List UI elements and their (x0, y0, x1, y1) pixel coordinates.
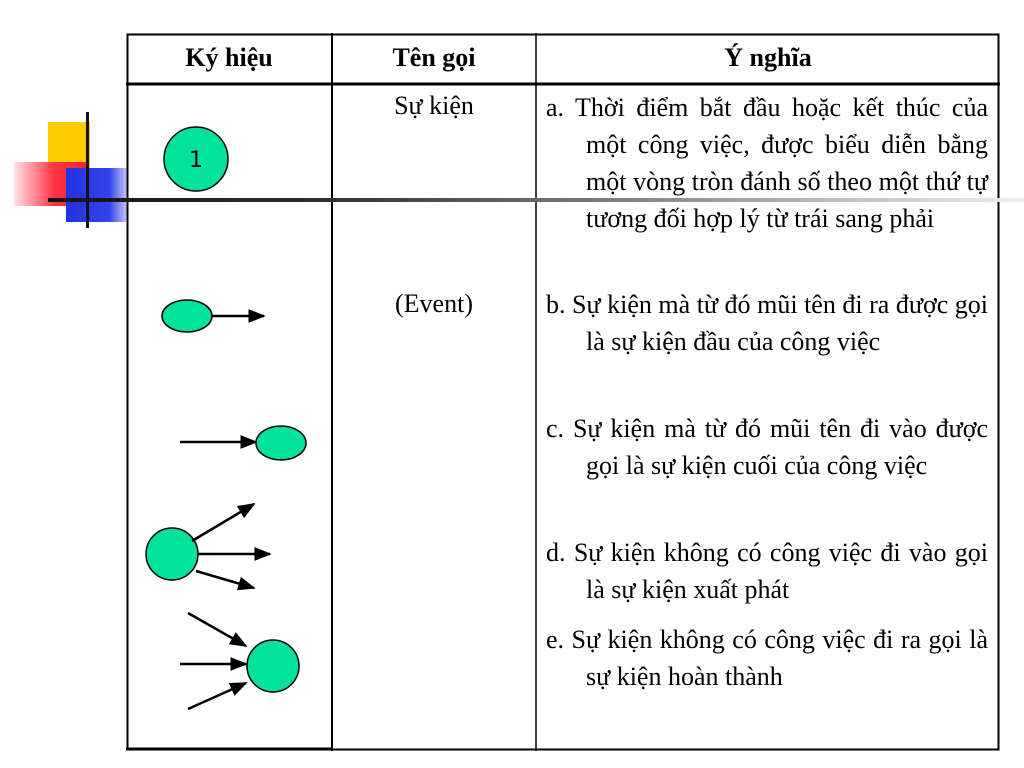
decor-vertical-line (86, 112, 89, 228)
end-event-symbol (180, 426, 306, 460)
meaning-a: a. Thời điểm bắt đầu hoặc kết thúc của một công việc, được biểu diễn bằng một vòng tròn đánh số theo một thứ tự tương đối hợp lý từ trái sang phải (546, 93, 988, 233)
source-event-symbol (146, 504, 270, 588)
numbered-event-circle (164, 127, 228, 191)
header-meaning: Ý nghĩa (724, 43, 812, 72)
start-event-symbol (162, 300, 264, 332)
event-symbol-table (126, 33, 1000, 751)
header-name: Tên gọi (392, 43, 476, 72)
decor-horizontal-rule (48, 198, 1024, 202)
sink-event-symbol (180, 613, 299, 709)
node-number: 1 (189, 148, 203, 173)
decor-blue-square (66, 168, 128, 222)
meaning-d: d. Sự kiện không có công việc đi vào gọi là sự kiện xuất phát (546, 538, 988, 604)
name-event-en: (Event) (395, 289, 473, 318)
header-symbol: Ký hiệu (185, 43, 273, 72)
meaning-e: e. Sự kiện không có công việc đi ra gọi là sự kiện hoàn thành (546, 625, 988, 691)
meaning-c: c. Sự kiện mà từ đó mũi tên đi vào được gọi là sự kiện cuối của công việc (546, 414, 988, 480)
meaning-b: b. Sự kiện mà từ đó mũi tên đi ra được gọi là sự kiện đầu của công việc (546, 290, 988, 356)
name-event-vi: Sự kiện (394, 91, 474, 120)
